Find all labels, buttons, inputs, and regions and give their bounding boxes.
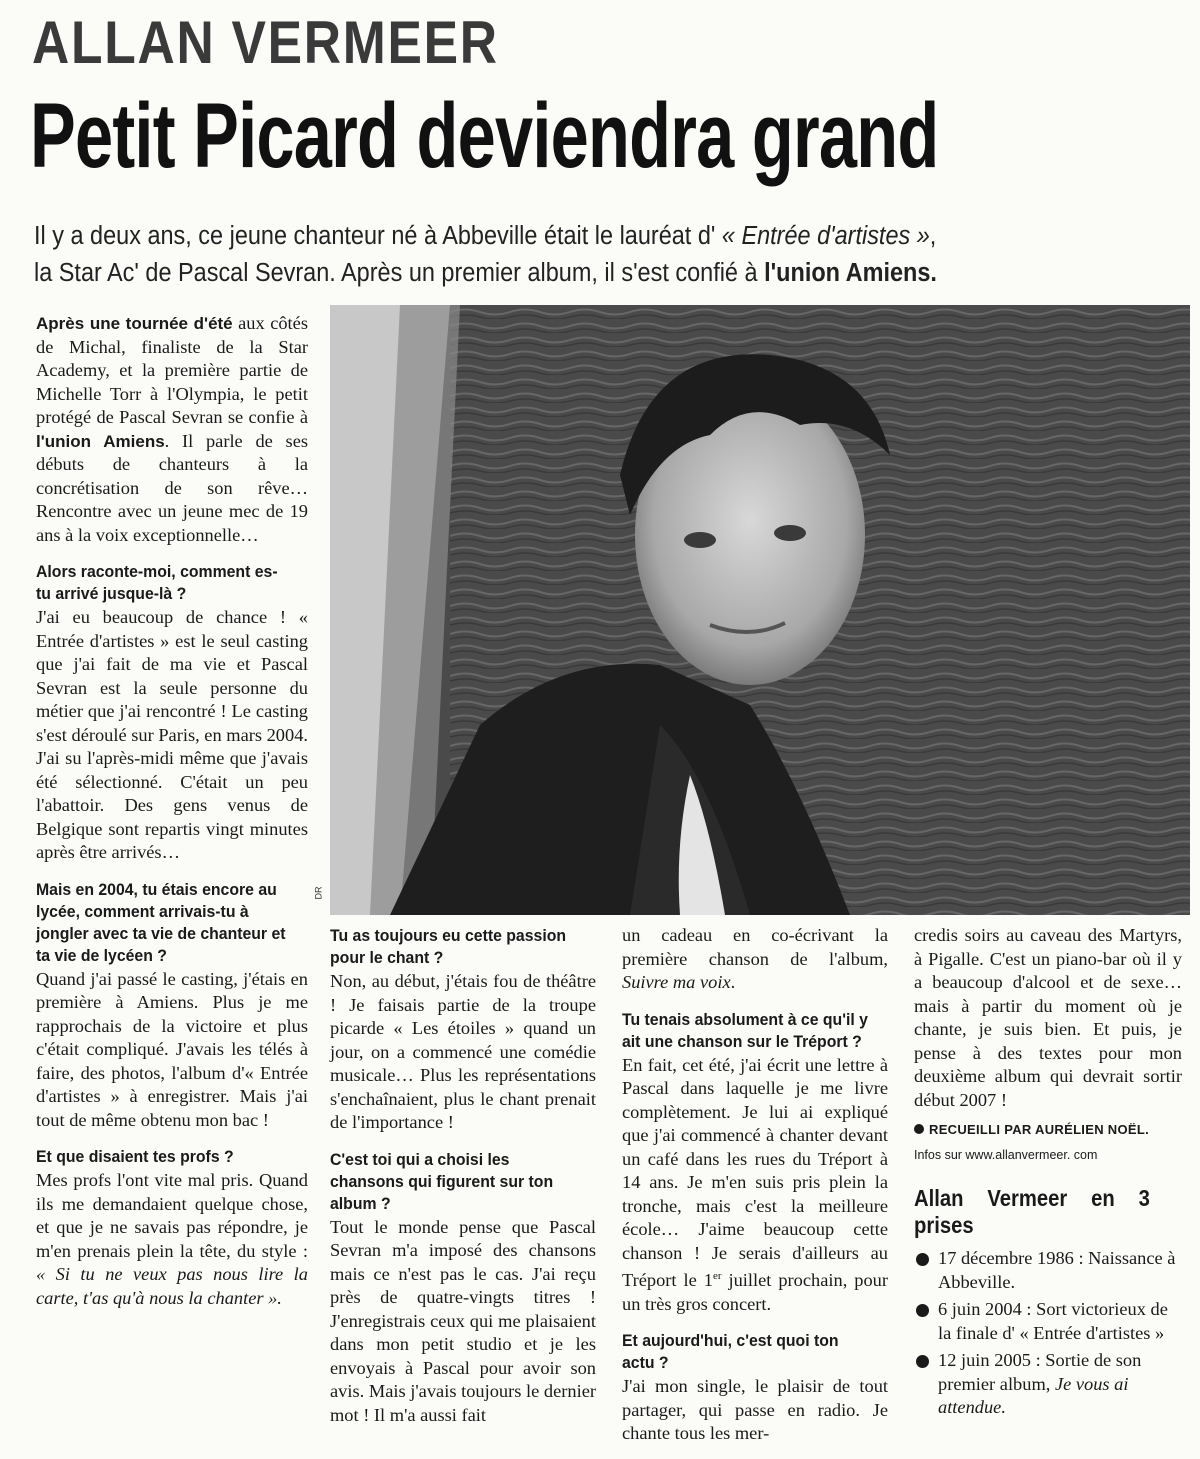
- article-kicker: ALLAN VERMEER: [32, 9, 499, 76]
- portrait-photo: [330, 305, 1190, 915]
- intro-text-end: . Il parle de ses débuts de chanteurs à la concrétisation de son rêve… Rencontre avec un jeune mec de 19 ans à la voix exceptionnelle…: [36, 430, 309, 545]
- answer-3: [36, 1169, 308, 1310]
- answer-5-cont-text: un cadeau en co-écrivant la première chanson de l'album,: [622, 925, 888, 969]
- lede-text: Il y a deux ans, ce jeune chanteur né à Abbeville était le lauréat d': [34, 222, 722, 250]
- lede-brand: l'union Amiens.: [764, 259, 937, 287]
- answer-3-quote: « Si tu ne veux pas nous lire la carte, t'as qu'à nous la chanter ».: [36, 1264, 308, 1308]
- intro-paragraph: [36, 312, 308, 547]
- fact-item: [914, 1298, 1182, 1345]
- answer-5-cont-end: .: [730, 972, 736, 992]
- intro-brand: l'union Amiens: [36, 431, 165, 451]
- facts-box-title: Allan Vermeer en 3 prises: [914, 1185, 1150, 1238]
- question-2: Mais en 2004, tu étais encore au lycée, comment arrivais-tu à jongler avec ta vie de chanteur et ta vie de lycéen ?: [36, 879, 286, 965]
- answer-7: J'ai mon single, le plaisir de tout partager, qui passe en radio. Je chante tous les mer-: [622, 1376, 888, 1444]
- answer-1: J'ai eu beaucoup de chance ! « Entrée d'artistes » est le seul casting que j'ai fait de ma vie et Pascal Sevran est la seule personne du métier que j'ai rencontré ! Le casting s'est déroulé sur Paris, en mars 2004. J'ai su l'après-midi même que j'avais été sélectionné. C'était un peu l'abattoir. Des gens venus de Belgique sont repartis vingt minutes après être arrivés…: [36, 607, 308, 862]
- facts-list: [914, 1247, 1182, 1420]
- answer-5: Tout le monde pense que Pascal Sevran m'a imposé des chansons mais ce n'est pas le cas. J'ai reçu près de quatre-vingts titres ! J'enregistrais ceux qui me plaisaient dans mon petit studio et je les envoyais à Pascal pour avoir son avis. Mais j'avais toujours le dernier mot ! Il m'a aussi fait: [330, 1216, 596, 1425]
- fact-text: : Naissance à Abbeville.: [938, 1248, 1176, 1292]
- answer-2: Quand j'ai passé le casting, j'étais en première à Amiens. Plus je me rapprochais de la victoire et plus c'était compliqué. J'avais les télés à faire, des photos, l'album d'« Entrée d'artistes » à enregistrer. Mais j'ai tout de même obtenu mon bac !: [36, 968, 308, 1130]
- fact-date: 6 juin 2004: [938, 1299, 1022, 1319]
- song-title: Suivre ma voix: [622, 972, 731, 992]
- lede-show-name: « Entrée d'artistes »: [721, 222, 930, 250]
- answer-3-text: Mes profs l'ont vite mal pris. Quand ils me demandaient quelque chose, et que je ne savais pas répondre, je m'en prenais plein la tête, du style :: [36, 1170, 308, 1261]
- lede-line-2: [34, 255, 1092, 292]
- question-7: Et aujourd'hui, c'est quoi ton actu ?: [622, 1331, 839, 1373]
- website-note: Infos sur www.allanvermeer. com: [914, 1147, 1098, 1162]
- bullet-icon: [914, 1124, 924, 1134]
- portrait-illustration: [330, 305, 1190, 915]
- answer-6: [622, 1054, 888, 1317]
- article-headline: Petit Picard deviendra grand: [30, 85, 939, 187]
- fact-text: : Sortie de son premier album,: [938, 1350, 1142, 1394]
- album-title: Je vous ai attendue.: [938, 1373, 1129, 1417]
- lede-line-1: [34, 218, 1092, 255]
- fact-date: 12 juin 2005: [938, 1350, 1031, 1370]
- answer-6-end: juillet prochain, pour un très gros concert.: [622, 1270, 888, 1314]
- byline-text: RECUEILLI PAR AURÉLIEN NOËL.: [929, 1122, 1150, 1137]
- photo-credit: DR: [313, 886, 324, 900]
- column-3: [622, 924, 888, 1446]
- article-lede: [34, 218, 1092, 292]
- fact-text: : Sort victorieux de la finale d' « Entrée d'artistes »: [938, 1299, 1168, 1343]
- fact-item: [914, 1349, 1182, 1420]
- lede-text: la Star Ac' de Pascal Sevran. Après un premier album, il s'est confié à: [34, 259, 765, 287]
- question-4: Tu as toujours eu cette passion pour le chant ?: [330, 926, 567, 967]
- intro-text: aux côtés de Michal, finaliste de la Star Academy, et la première partie de Michelle Torr à l'Olympia, le petit protégé de Pascal Sevran se confie à: [36, 313, 308, 427]
- intro-lead: Après une tournée d'été: [36, 314, 233, 333]
- answer-6-text: En fait, cet été, j'ai écrit une lettre à Pascal dans laquelle je me livre complètement. Je lui ai expliqué que j'ai commencé à chanter devant un café dans les rues du Tréport à 14 ans. Je m'en suis pris plein la tronche, mais c'est la meilleure école… J'aime beaucoup cette chanson ! Je serais d'ailleurs au Tréport le 1: [622, 1054, 888, 1291]
- fact-date: 17 décembre 1986: [938, 1248, 1074, 1268]
- lede-text: ,: [929, 222, 937, 250]
- answer-4: Non, au début, j'étais fou de théâtre ! Je faisais partie de la troupe picarde « Les étoiles » quand un jour, on a commencé une comédie musicale… Plus les représentations s'enchaînaient, plus le chant prenait de l'importance !: [330, 971, 596, 1132]
- fact-item: [914, 1247, 1182, 1294]
- column-1: [36, 312, 308, 1310]
- question-5: C'est toi qui a choisi les chansons qui figurent sur ton album ?: [330, 1149, 554, 1213]
- question-3: Et que disaient tes profs ?: [36, 1147, 234, 1166]
- question-1: Alors raconte-moi, comment es-tu arrivé jusque-là ?: [36, 562, 278, 603]
- column-4: [914, 924, 1182, 1424]
- column-2: [330, 915, 596, 1427]
- answer-5-continued: [622, 924, 888, 995]
- answer-7-continued: credis soirs au caveau des Martyrs, à Pigalle. C'est un piano-bar où il y a beaucoup d'alcool et de sexe… mais à partir du moment où je chante, je suis bien. Et puis, je pense à des textes pour mon deuxième album qui devrait sortir début 2007 !: [914, 925, 1182, 1110]
- byline: [914, 1118, 1182, 1142]
- question-6: Tu tenais absolument à ce qu'il y ait une chanson sur le Tréport ?: [622, 1009, 868, 1051]
- ordinal-superscript: er: [712, 1270, 722, 1282]
